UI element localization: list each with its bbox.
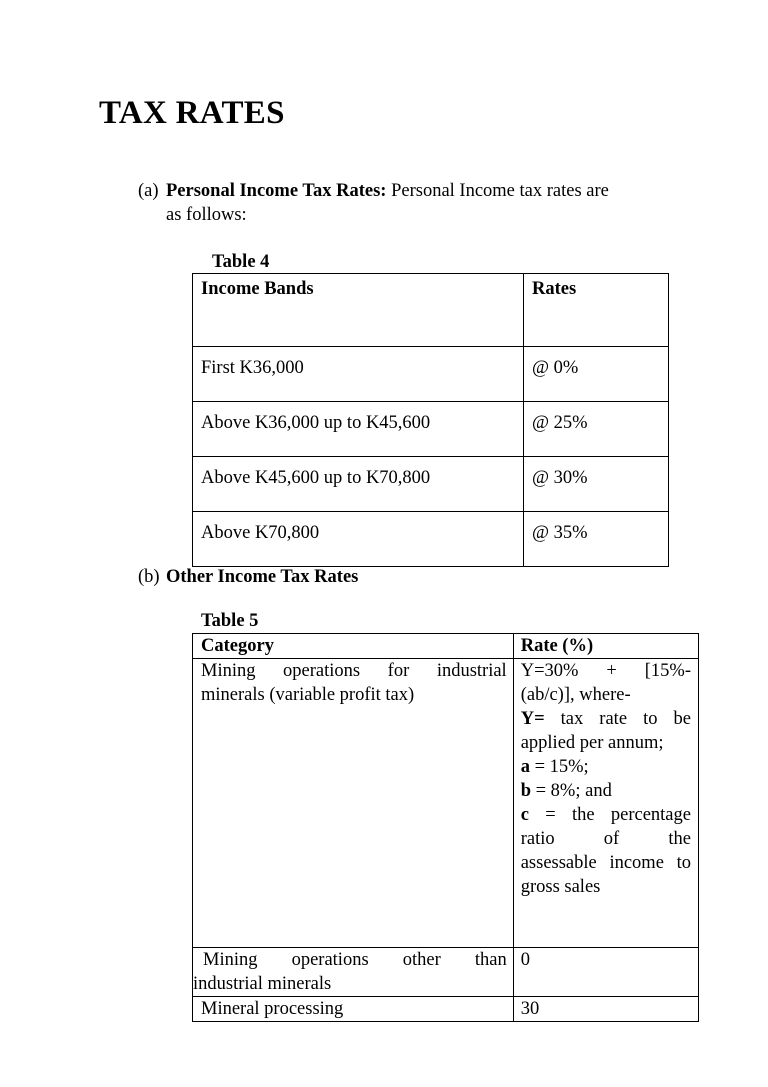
rate-line: (ab/c)], where-	[520, 685, 631, 705]
section-marker-b: (b)	[138, 567, 160, 587]
category-line: Mining operations other than	[203, 950, 507, 970]
page-title: TAX RATES	[99, 95, 285, 131]
section-a-heading: Personal Income Tax Rates:	[166, 181, 387, 201]
header-category: Category	[193, 634, 514, 659]
table-row	[193, 512, 669, 567]
rate-cell: @ 35%	[524, 512, 669, 567]
rate-cell: @ 0%	[524, 347, 669, 402]
income-band-cell: Above K70,800	[193, 512, 524, 567]
rate-line	[521, 755, 691, 779]
category-line: minerals (variable profit tax)	[201, 685, 415, 705]
table-header-row	[193, 274, 669, 347]
rate-line	[521, 779, 691, 803]
header-rates: Rates	[524, 274, 669, 347]
rate-line: ratio of the	[520, 829, 691, 849]
rate-line: assessable income to	[520, 853, 691, 873]
rate-line: applied per annum;	[520, 733, 664, 753]
income-band-cell: Above K45,600 up to K70,800	[193, 457, 524, 512]
table5-caption: Table 5	[201, 611, 259, 631]
rate-formula-cell	[513, 659, 698, 948]
section-other-income-tax	[138, 565, 358, 589]
table-row	[193, 997, 699, 1022]
rate-line: gross sales	[520, 877, 601, 897]
rate-cell: @ 30%	[524, 457, 669, 512]
category-cell	[193, 948, 514, 997]
category-cell	[193, 659, 514, 948]
category-line: industrial minerals	[193, 974, 332, 994]
rate-line	[521, 803, 691, 827]
income-band-cell: First K36,000	[193, 347, 524, 402]
income-bands-table	[192, 273, 669, 567]
table-row	[193, 659, 699, 948]
table4-caption: Table 4	[212, 252, 270, 272]
rate-line: Y=30% + [15%-	[520, 661, 691, 681]
table-header-row	[193, 634, 699, 659]
rate-cell: 0	[513, 948, 698, 997]
header-rate-percent: Rate (%)	[513, 634, 698, 659]
table-row	[193, 948, 699, 997]
variable-a-label: a	[520, 757, 530, 777]
table-row	[193, 347, 669, 402]
rate-text: tax rate to be	[544, 709, 691, 729]
rate-text: = 8%; and	[531, 781, 612, 801]
category-cell: Mineral processing	[193, 997, 514, 1022]
variable-c-label: c	[520, 805, 529, 825]
income-band-cell: Above K36,000 up to K45,600	[193, 402, 524, 457]
rate-text: = the percentage	[528, 805, 691, 825]
section-a-text-line2: as follows:	[166, 205, 247, 225]
rate-text: = 15%;	[529, 757, 589, 777]
section-personal-income-tax	[138, 179, 698, 227]
rate-cell: 30	[513, 997, 698, 1022]
section-a-text-line1: Personal Income tax rates are	[386, 181, 609, 201]
other-income-tax-table	[192, 633, 699, 1022]
category-line: Mining operations for industrial	[201, 661, 507, 681]
rate-cell: @ 25%	[524, 402, 669, 457]
variable-b-label: b	[520, 781, 531, 801]
header-income-bands: Income Bands	[193, 274, 524, 347]
section-b-heading: Other Income Tax Rates	[166, 567, 359, 587]
rate-line	[521, 707, 691, 731]
table-row	[193, 402, 669, 457]
table-row	[193, 457, 669, 512]
section-marker-a: (a)	[138, 181, 159, 201]
variable-y-label: Y=	[520, 709, 545, 729]
